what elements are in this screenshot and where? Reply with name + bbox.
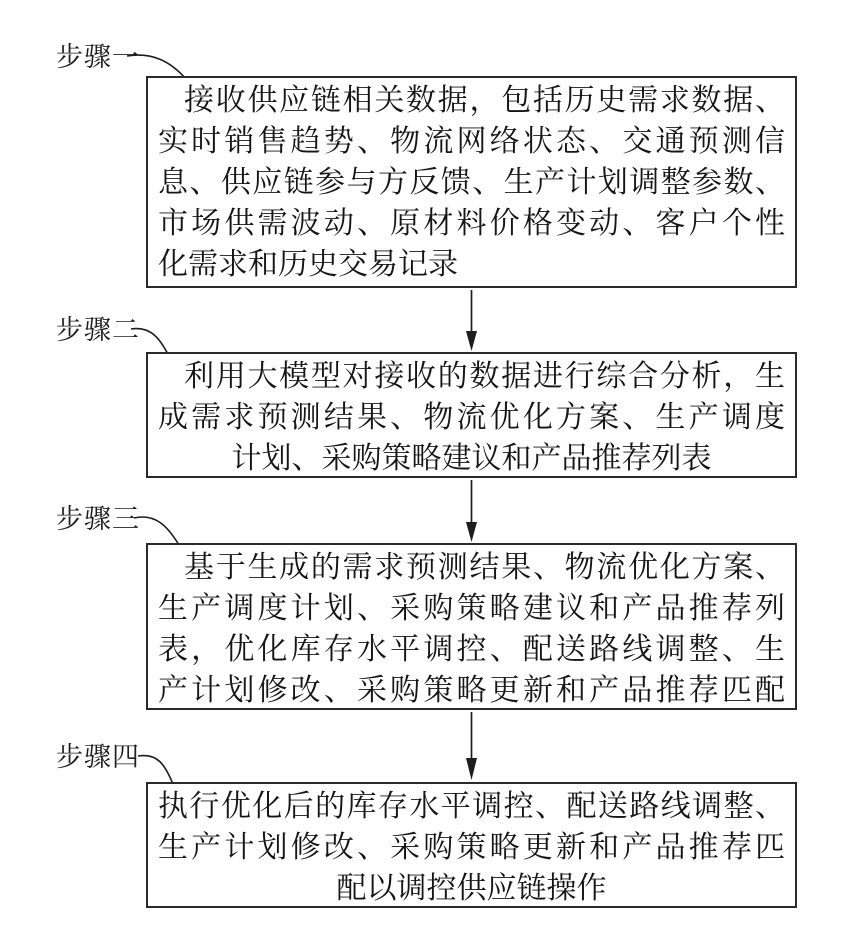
step3-line2: 生产调度计划、采购策略建议和产品推荐列 [158, 592, 785, 625]
step1-line3: 息、供应链参与方反馈、生产计划调整参数、 [158, 166, 785, 199]
step2-line2: 成需求预测结果、物流优化方案、生产调度 [158, 401, 785, 434]
step4-line2: 生产计划修改、采购策略更新和产品推荐匹 [158, 831, 785, 864]
step4-line3: 配以调控供应链操作 [336, 872, 607, 905]
step1-line4: 市场供需波动、原材料价格变动、客户个性 [158, 207, 785, 240]
step2-line1: 利用大模型对接收的数据进行综合分析，生 [184, 360, 785, 393]
step3-line1: 基于生成的需求预测结果、物流优化方案、 [184, 551, 785, 584]
leader-line-step4 [138, 756, 173, 784]
arrow-head-1 [466, 331, 477, 351]
step2-line3: 计划、采购策略建议和产品推荐列表 [231, 442, 712, 475]
step3-line3: 表，优化库存水平调控、配送路线调整、生 [158, 633, 785, 666]
step3-line4: 产计划修改、采购策略更新和产品推荐匹配 [158, 674, 785, 707]
step1-line1: 接收供应链相关数据，包括历史需求数据、 [184, 84, 785, 117]
step-box-2 [146, 352, 797, 478]
step1-line5: 化需求和历史交易记录 [158, 248, 458, 281]
arrow-head-2 [466, 522, 477, 542]
arrow-head-3 [466, 758, 477, 780]
step-label-2: 步骤二 [56, 315, 140, 345]
step-label-3: 步骤三 [56, 504, 140, 534]
step1-line2: 实时销售趋势、物流网络状态、交通预测信 [158, 125, 785, 158]
leader-line-step3 [134, 517, 179, 545]
step-label-4: 步骤四 [56, 742, 140, 772]
step-box-1 [146, 76, 797, 288]
step-box-3 [146, 543, 797, 710]
step-label-1: 步骤一 [56, 42, 140, 72]
step-box-4 [146, 782, 797, 908]
step4-line1: 执行优化后的库存水平调控、配送路线调整、 [158, 790, 785, 823]
